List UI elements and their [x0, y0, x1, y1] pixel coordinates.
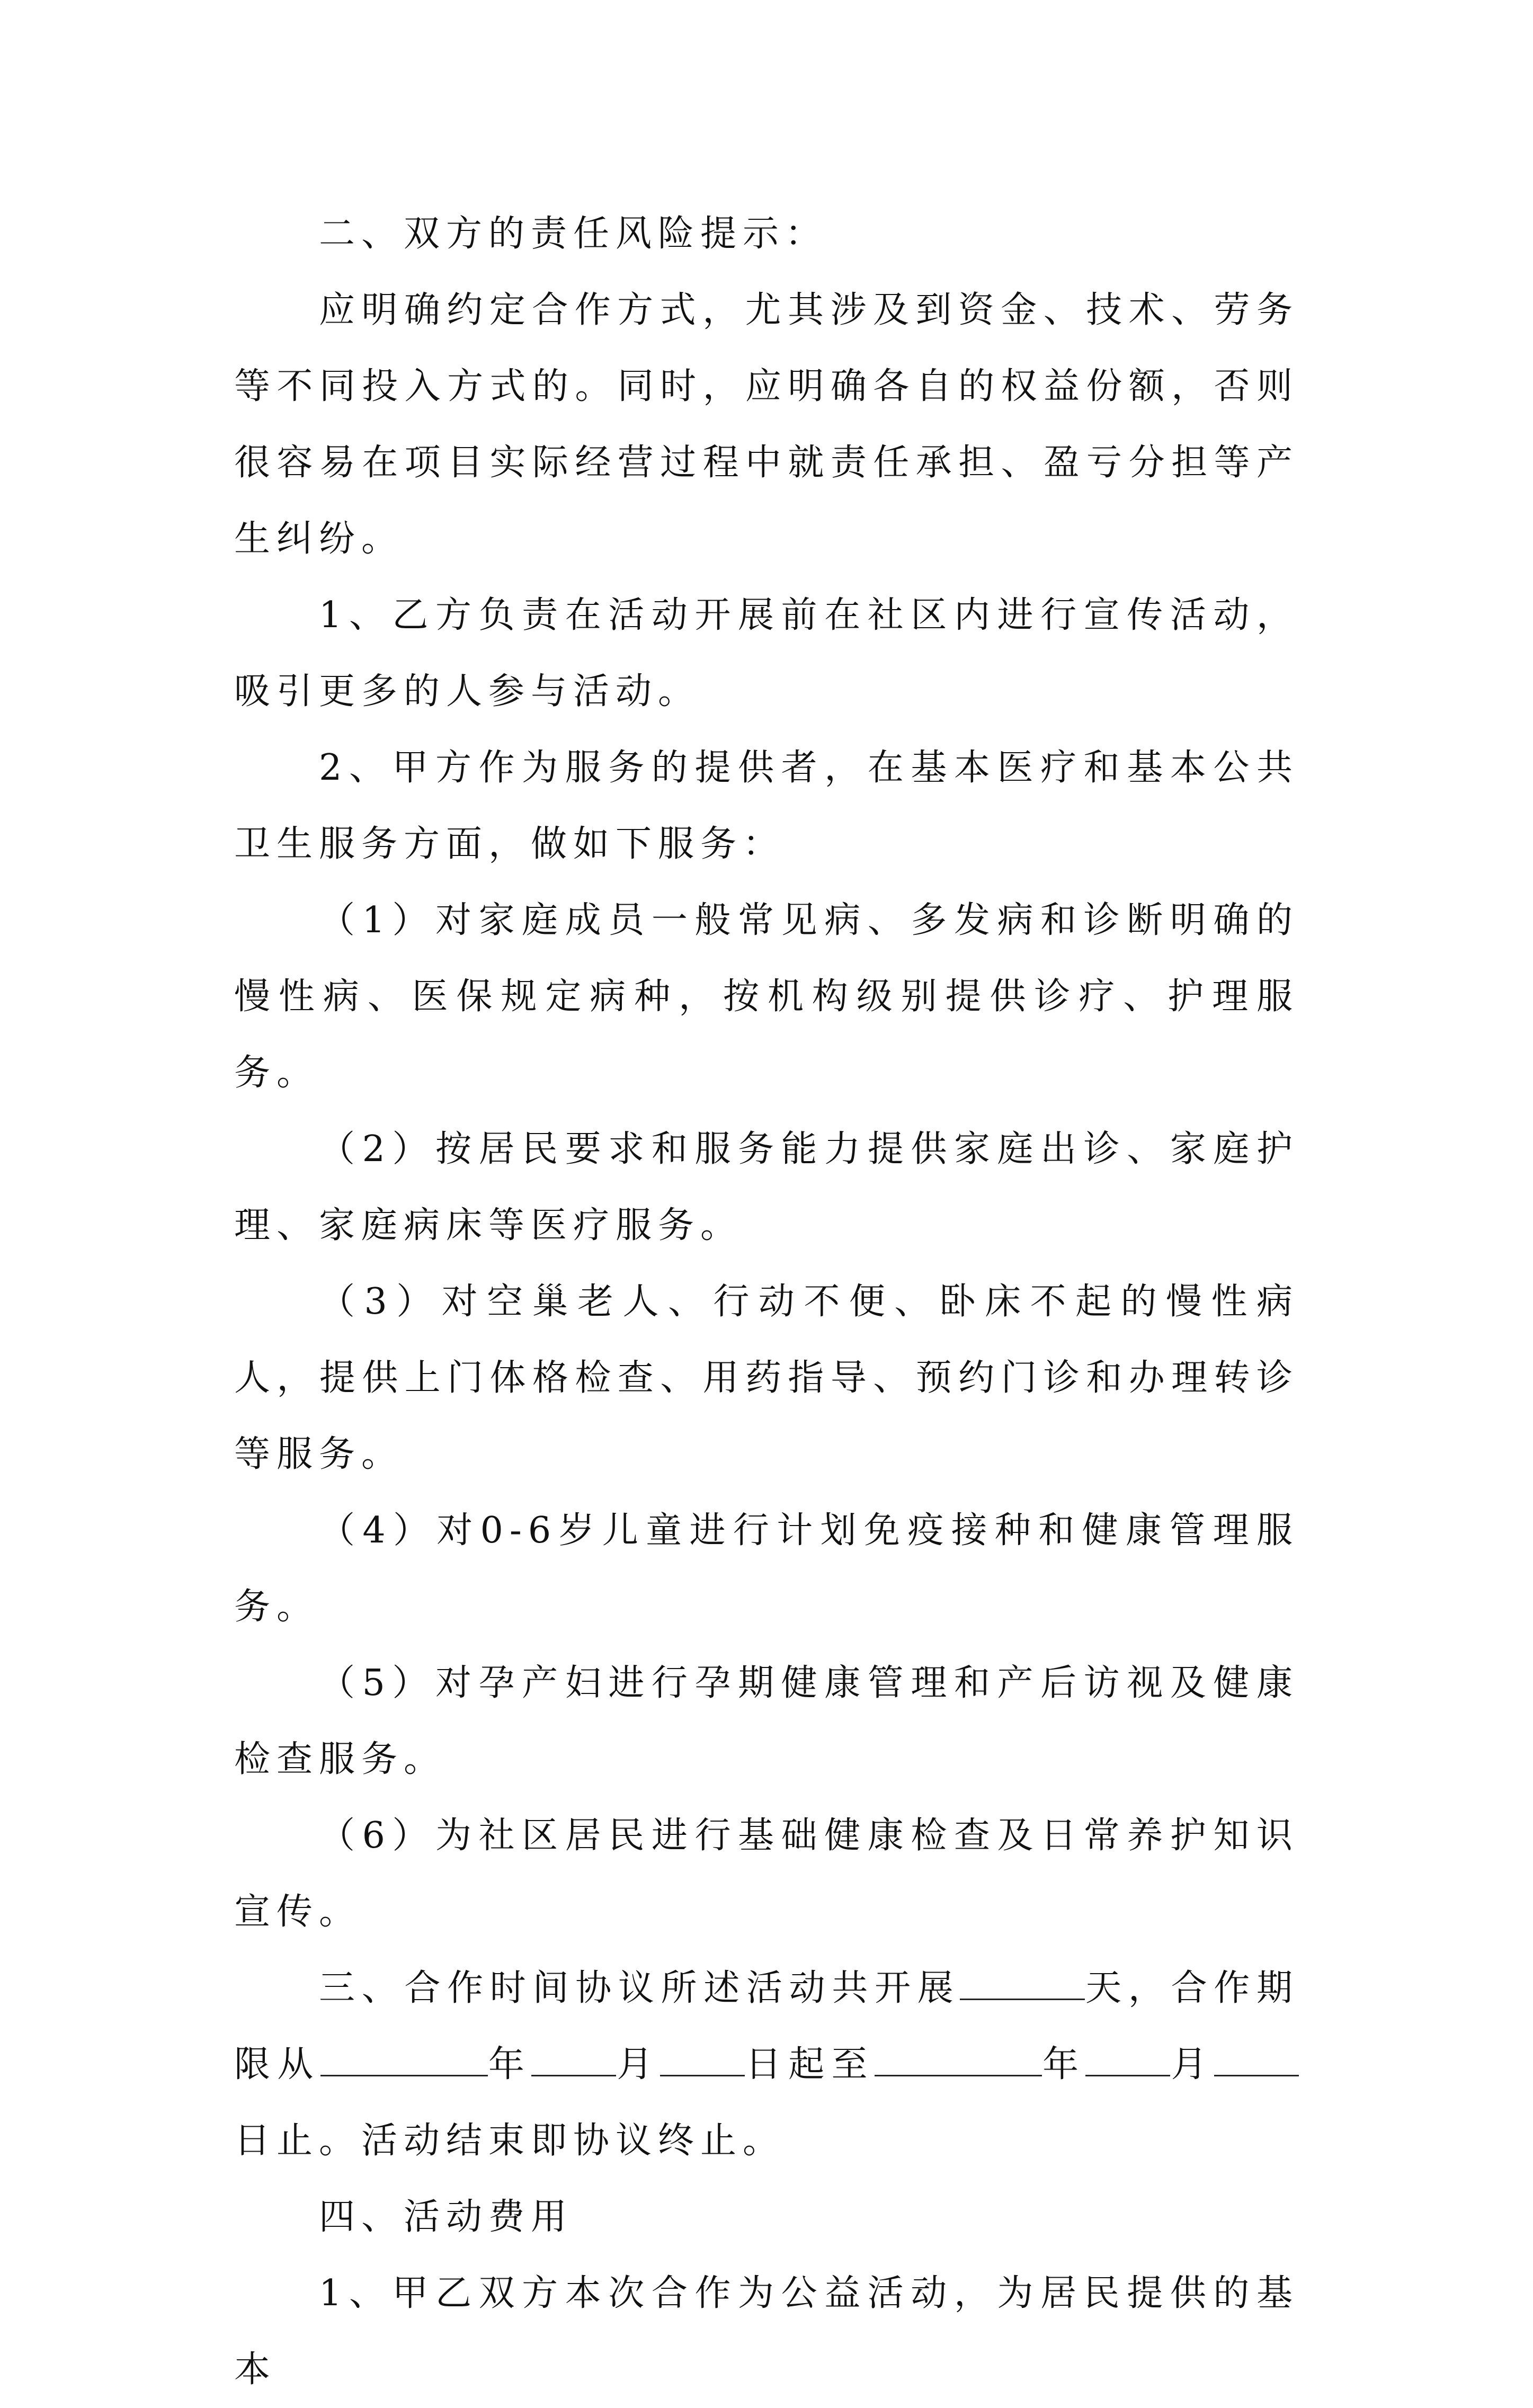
- document-body: [234, 196, 1299, 2408]
- term-days-unit: 天，合作期限从: [234, 1967, 1299, 2085]
- start-year-blank: [320, 2043, 488, 2076]
- service-item-4: （4）对0-6岁儿童进行计划免疫接种和健康管理服务。: [234, 1510, 1299, 1628]
- term-year2-label: 年: [1041, 2044, 1086, 2085]
- end-year-blank: [875, 2043, 1042, 2076]
- start-day-blank: [660, 2043, 745, 2076]
- section4-heading: 四、活动费用: [319, 2196, 574, 2238]
- service-item-2: （2）按居民要求和服务能力提供家庭出诊、家庭护理、家庭病床等医疗服务。: [234, 1128, 1299, 1246]
- section3-term-paragraph: [234, 1950, 1299, 2179]
- fee-item-1: 1、甲乙双方本次合作为公益活动，为居民提供的基本: [234, 2272, 1299, 2391]
- end-month-blank: [1085, 2043, 1170, 2076]
- term-month-label: 月: [616, 2044, 660, 2085]
- term-month2-label: 月: [1170, 2044, 1214, 2085]
- start-month-blank: [531, 2043, 616, 2076]
- service-item-3: （3）对空巢老人、行动不便、卧床不起的慢性病人，提供上门体格检查、用药指导、预约门诊和办理转诊等服务。: [234, 1281, 1299, 1475]
- service-item-6: （6）为社区居民进行基础健康检查及日常养护知识宣传。: [234, 1815, 1299, 1933]
- service-item-1: （1）对家庭成员一般常见病、多发病和诊断明确的慢性病、医保规定病种，按机构级别提供诊疗、护理服务。: [234, 899, 1299, 1094]
- clause-2-paragraph: 2、甲方作为服务的提供者，在基本医疗和基本公共卫生服务方面，做如下服务：: [234, 747, 1299, 865]
- term-day-end-label: 日止。活动结束即协议终止。: [234, 2120, 786, 2162]
- term-lead: 三、合作时间协议所述活动共开展: [319, 1967, 960, 2009]
- days-blank: [960, 1967, 1085, 2000]
- section2-heading: 二、双方的责任风险提示：: [319, 213, 828, 255]
- clause-1-paragraph: 1、乙方负责在活动开展前在社区内进行宣传活动，吸引更多的人参与活动。: [234, 594, 1299, 712]
- risk-notice-paragraph: 应明确约定合作方式，尤其涉及到资金、技术、劳务等不同投入方式的。同时，应明确各自的权益份额，否则很容易在项目实际经营过程中就责任承担、盈亏分担等产生纠纷。: [234, 289, 1299, 560]
- term-year-label: 年: [487, 2044, 532, 2085]
- term-day-from-label: 日起至: [744, 2044, 875, 2085]
- service-item-5: （5）对孕产妇进行孕期健康管理和产后访视及健康检查服务。: [234, 1662, 1299, 1780]
- end-day-blank: [1214, 2043, 1299, 2076]
